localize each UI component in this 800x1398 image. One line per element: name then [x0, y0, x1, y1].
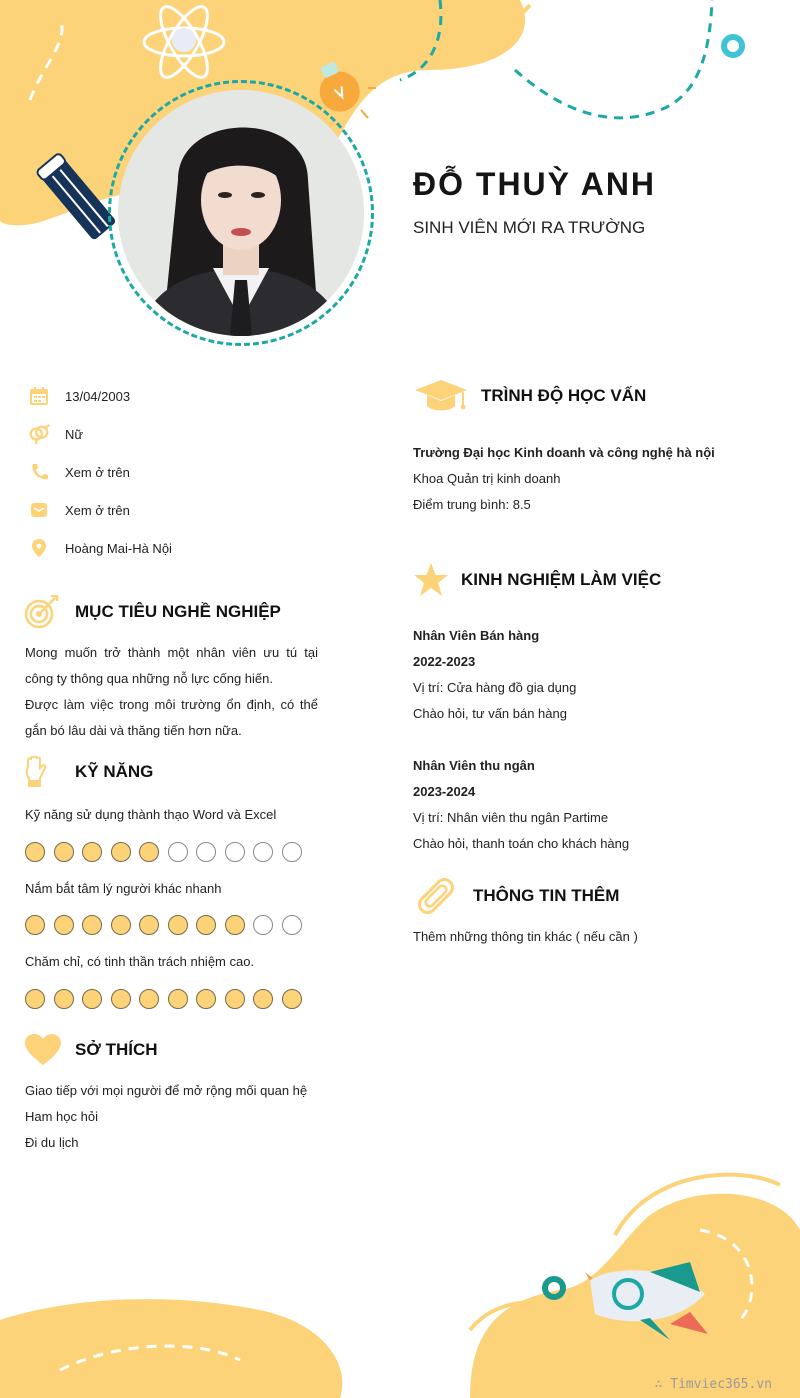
job-period: 2022-2023	[413, 654, 476, 669]
education-title: TRÌNH ĐỘ HỌC VẤN	[481, 386, 647, 405]
rating-dot-filled	[168, 915, 188, 935]
experience-heading	[413, 562, 661, 598]
rating-dot-empty	[253, 915, 273, 935]
rating-dot-filled	[168, 989, 188, 1009]
rating-dot-filled	[25, 989, 45, 1009]
paperclip-icon	[413, 875, 459, 917]
rating-dot-empty	[225, 842, 245, 862]
hobbies-list	[25, 1078, 307, 1156]
hobby-item: Giao tiếp với mọi người để mở rộng mối quan hệ	[25, 1083, 308, 1098]
contact-dob-text: 13/04/2003	[65, 388, 131, 404]
contact-phone	[28, 459, 328, 485]
rating-dot-filled	[196, 989, 216, 1009]
job-description: Chào hỏi, tư vấn bán hàng	[413, 706, 567, 721]
extra-title: THÔNG TIN THÊM	[473, 886, 620, 905]
rating-dot-filled	[225, 989, 245, 1009]
rating-dot-filled	[111, 989, 131, 1009]
contact-address-text: Hoàng Mai-Hà Nội	[65, 540, 172, 556]
heart-icon	[24, 1033, 62, 1067]
skill-label: Chăm chỉ, có tinh thần trách nhiệm cao.	[25, 954, 255, 969]
objective-line: Mong muốn trở thành một nhân viên ưu tú tại công ty thông qua những nỗ lực cống hiến.	[25, 645, 318, 686]
rating-dot-filled	[54, 842, 74, 862]
rating-dot-filled	[54, 989, 74, 1009]
graduation-cap-icon	[413, 378, 469, 414]
atom-icon	[140, 2, 228, 84]
job-position: Vị trí: Nhân viên thu ngân Partime	[413, 810, 609, 825]
skills-title: KỸ NĂNG	[75, 762, 154, 781]
skill-label: Nắm bắt tâm lý người khác nhanh	[25, 881, 222, 896]
job-title: Nhân Viên Bán hàng	[413, 628, 540, 643]
profile-photo	[118, 90, 364, 336]
hobbies-heading	[24, 1033, 158, 1067]
skill-rating	[25, 989, 302, 1009]
hand-icon	[22, 755, 50, 789]
candidate-name: ĐỖ THUỲ ANH	[413, 166, 657, 202]
calendar-icon	[28, 385, 50, 407]
contact-gender	[28, 421, 328, 447]
education-faculty: Khoa Quản trị kinh doanh	[413, 471, 561, 486]
hobby-item: Ham học hỏi	[25, 1109, 98, 1124]
contact-gender-text: Nữ	[65, 426, 84, 442]
education-school: Trường Đại học Kinh doanh và công nghệ hà nội	[413, 445, 715, 460]
rating-dot-filled	[139, 842, 159, 862]
rating-dot-empty	[282, 915, 302, 935]
rating-dot-filled	[25, 842, 45, 862]
rating-dot-filled	[139, 915, 159, 935]
objective-title: MỤC TIÊU NGHỀ NGHIỆP	[75, 602, 281, 621]
rating-dot-filled	[139, 989, 159, 1009]
experience-job	[413, 623, 576, 727]
experience-job	[413, 753, 629, 857]
experience-title: KINH NGHIỆM LÀM VIỆC	[461, 570, 662, 589]
objective-line: Được làm việc trong môi trường ổn định, có thể gắn bó lâu dài và thăng tiến hơn nữa.	[25, 697, 318, 738]
rating-dot-filled	[82, 915, 102, 935]
rating-dot-empty	[168, 842, 188, 862]
extra-text: Thêm những thông tin khác ( nếu cần )	[413, 929, 638, 944]
job-period: 2023-2024	[413, 784, 476, 799]
skill-label: Kỹ năng sử dụng thành thạo Word và Excel	[25, 807, 277, 822]
job-description: Chào hỏi, thanh toán cho khách hàng	[413, 836, 630, 851]
candidate-role: SINH VIÊN MỚI RA TRƯỜNG	[413, 218, 646, 237]
education-heading	[413, 378, 646, 414]
objective-heading	[22, 594, 281, 630]
rating-dot-filled	[82, 842, 102, 862]
skill-rating	[25, 915, 302, 935]
rating-dot-filled	[82, 989, 102, 1009]
contact-email	[28, 497, 328, 523]
mail-icon	[28, 499, 50, 521]
extra-heading	[413, 875, 619, 917]
rating-dot-filled	[282, 989, 302, 1009]
contact-dob	[28, 383, 328, 409]
rating-dot-empty	[196, 842, 216, 862]
rating-dot-filled	[196, 915, 216, 935]
rating-dot-filled	[25, 915, 45, 935]
watermark: ∴ Timviec365.vn	[654, 1377, 772, 1392]
education-gpa: Điểm trung bình: 8.5	[413, 497, 531, 512]
phone-icon	[28, 461, 50, 483]
education-details	[413, 440, 715, 518]
rating-dot-filled	[54, 915, 74, 935]
contact-phone-text: Xem ở trên	[65, 464, 130, 480]
location-icon	[28, 537, 50, 559]
rating-dot-filled	[253, 989, 273, 1009]
star-icon	[413, 562, 449, 598]
objective-text	[25, 640, 318, 744]
rating-dot-filled	[111, 915, 131, 935]
target-icon	[22, 594, 60, 630]
hobbies-title: SỞ THÍCH	[75, 1040, 158, 1059]
gender-icon	[28, 423, 50, 445]
skill-rating	[25, 842, 302, 862]
rating-dot-empty	[253, 842, 273, 862]
contact-email-text: Xem ở trên	[65, 502, 130, 518]
hobby-item: Đi du lịch	[25, 1135, 79, 1150]
contact-address	[28, 535, 328, 561]
rating-dot-empty	[282, 842, 302, 862]
rocket-icon	[540, 1262, 720, 1352]
skills-heading	[22, 755, 153, 789]
job-title: Nhân Viên thu ngân	[413, 758, 535, 773]
rating-dot-filled	[111, 842, 131, 862]
job-position: Vị trí: Cửa hàng đồ gia dụng	[413, 680, 577, 695]
rating-dot-filled	[225, 915, 245, 935]
